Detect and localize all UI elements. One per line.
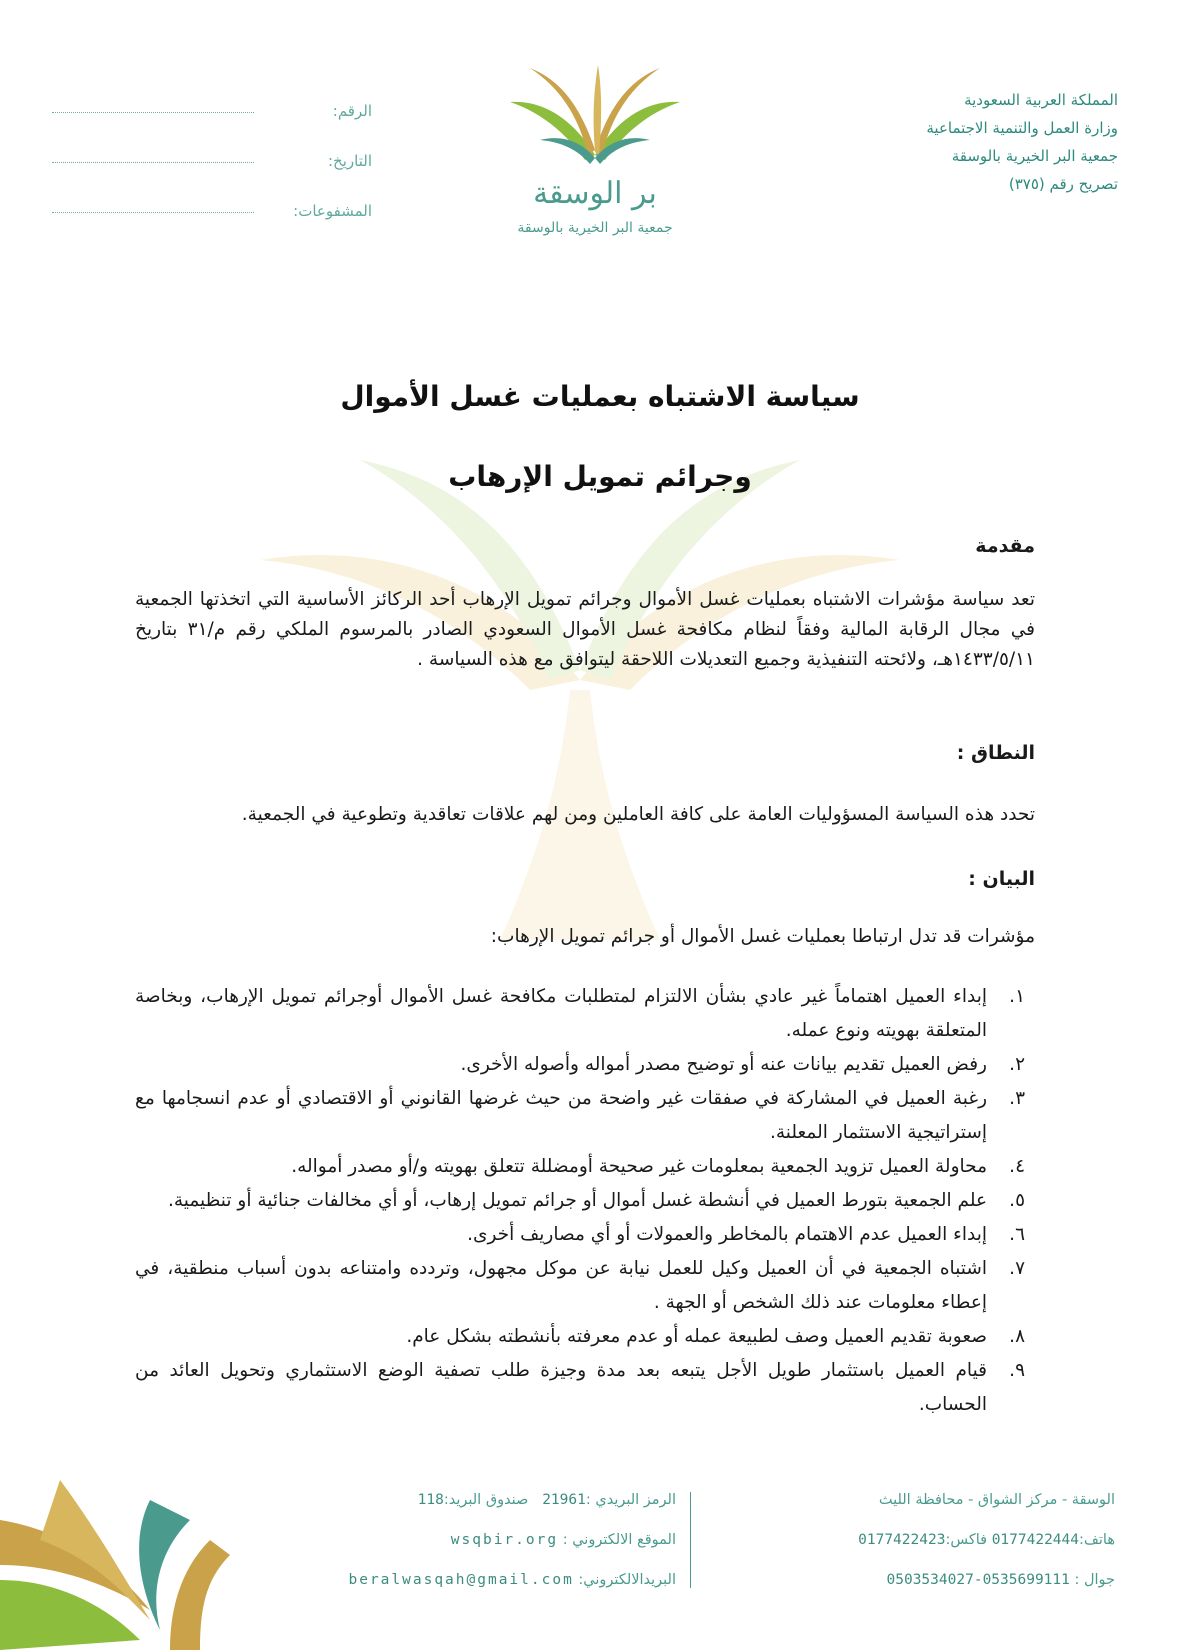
list-item-text: إبداء العميل اهتماماً غير عادي بشأن الالتزام لمتطلبات مكافحة غسل الأموال أوجرائم تمويل الإرهاب، وبخاصة المتعلقة بهويته ونوع عمله. bbox=[135, 986, 987, 1041]
list-item bbox=[135, 1218, 1025, 1252]
attachments-label: المشفوعات: bbox=[293, 202, 372, 220]
list-item-number: ٦. bbox=[1009, 1224, 1025, 1245]
document-title-line-2: وجرائم تمويل الإرهاب bbox=[448, 460, 752, 493]
footer-address: الوسقة - مركز الشواق - محافظة الليث bbox=[878, 1492, 1115, 1508]
charity-line: جمعية البر الخيرية بالوسقة bbox=[951, 147, 1118, 165]
attachments-field bbox=[52, 186, 372, 236]
footer-phone-fax bbox=[705, 1532, 1115, 1548]
list-item-number: ٨. bbox=[1009, 1326, 1025, 1347]
list-item-number: ٩. bbox=[1009, 1360, 1025, 1381]
organization-header bbox=[798, 86, 1118, 198]
postal-label: الرمز البريدي : bbox=[585, 1492, 676, 1508]
list-item bbox=[135, 1082, 1025, 1150]
list-item bbox=[135, 1354, 1025, 1422]
list-item bbox=[135, 1150, 1025, 1184]
reference-fields bbox=[52, 86, 372, 236]
charity-logo bbox=[470, 60, 720, 250]
footer-address-column bbox=[705, 1492, 1115, 1588]
palm-leaves-icon bbox=[470, 60, 720, 180]
phone-value: 0177422444 bbox=[991, 1532, 1079, 1548]
footer-divider bbox=[690, 1492, 691, 1588]
pobox-value: 118 bbox=[417, 1492, 444, 1508]
list-item-text: اشتباه الجمعية في أن العميل وكيل للعمل نيابة عن موكل مجهول، وتردده وامتناعه بدون أسباب منطقية، في إعطاء معلومات عند ذلك الشخص أو الجهة . bbox=[135, 1258, 987, 1313]
list-item-number: ٢. bbox=[1009, 1054, 1025, 1075]
logo-subtitle: جمعية البر الخيرية بالوسقة bbox=[517, 220, 673, 236]
date-dotted-line bbox=[52, 162, 254, 163]
list-item-number: ٣. bbox=[1009, 1088, 1025, 1109]
list-item bbox=[135, 1048, 1025, 1082]
list-item-text: رغبة العميل في المشاركة في صفقات غير واضحة من حيث غرضها القانوني أو الاقتصادي أو عدم انسجامها مع إستراتيجية الاستثمار المعلنة. bbox=[135, 1088, 987, 1143]
contact-footer bbox=[255, 1492, 1115, 1602]
indicators-list bbox=[135, 980, 1025, 1422]
number-field bbox=[52, 86, 372, 136]
list-item bbox=[135, 980, 1025, 1048]
fax-value: 0177422423 bbox=[858, 1532, 946, 1548]
list-item-text: إبداء العميل عدم الاهتمام بالمخاطر والعمولات أو أي مصاريف أخرى. bbox=[467, 1224, 987, 1245]
postal-value: 21961 bbox=[542, 1492, 586, 1508]
pobox-label: صندوق البريد: bbox=[443, 1492, 529, 1508]
watermark-logo bbox=[200, 420, 960, 980]
footer-online-column bbox=[276, 1492, 676, 1588]
date-label: التاريخ: bbox=[328, 152, 372, 170]
document-title-line-1: سياسة الاشتباه بعمليات غسل الأموال bbox=[340, 380, 860, 413]
list-item-number: ٧. bbox=[1009, 1258, 1025, 1279]
list-item-number: ٤. bbox=[1009, 1156, 1025, 1177]
footer-email bbox=[276, 1572, 676, 1588]
logo-wordmark: بر الوسقة bbox=[533, 176, 657, 211]
license-number: تصريح رقم (٣٧٥) bbox=[1008, 175, 1118, 193]
ministry-line: وزارة العمل والتنمية الاجتماعية bbox=[926, 119, 1118, 137]
list-item-number: ١. bbox=[1009, 986, 1025, 1007]
statement-heading: البيان : bbox=[968, 868, 1035, 890]
list-item-text: قيام العميل باستثمار طويل الأجل يتبعه بعد مدة وجيزة طلب تصفية الوضع الاستثماري وتحويل العائد من الحساب. bbox=[135, 1360, 987, 1415]
number-label: الرقم: bbox=[332, 102, 372, 120]
scope-heading: النطاق : bbox=[956, 742, 1035, 764]
intro-heading: مقدمة bbox=[975, 535, 1035, 557]
list-item-text: صعوبة تقديم العميل وصف لطبيعة عمله أو عدم معرفته بأنشطته بشكل عام. bbox=[406, 1326, 987, 1347]
phone-label: هاتف: bbox=[1079, 1532, 1115, 1548]
date-field bbox=[52, 136, 372, 186]
number-dotted-line bbox=[52, 112, 254, 113]
mobile-value: 0535699111-0503534027 bbox=[886, 1572, 1070, 1588]
footer-website bbox=[276, 1532, 676, 1548]
list-item bbox=[135, 1184, 1025, 1218]
statement-lead: مؤشرات قد تدل ارتباطا بعمليات غسل الأموال أو جرائم تمويل الإرهاب: bbox=[490, 926, 1035, 947]
list-item bbox=[135, 1252, 1025, 1320]
website-link[interactable]: wsqbir.org bbox=[450, 1532, 559, 1548]
email-label: البريدالالكتروني: bbox=[578, 1572, 676, 1588]
list-item-number: ٥. bbox=[1009, 1190, 1025, 1211]
email-link[interactable]: beralwasqah@gmail.com bbox=[348, 1572, 574, 1588]
list-item-text: رفض العميل تقديم بيانات عنه أو توضيح مصدر أمواله وأصوله الأخرى. bbox=[460, 1054, 987, 1075]
scope-paragraph: تحدد هذه السياسة المسؤوليات العامة على كافة العاملين ومن لهم علاقات تعاقدية وتطوعية في الجمعية. bbox=[241, 804, 1035, 825]
list-item bbox=[135, 1320, 1025, 1354]
fax-label: فاكس: bbox=[945, 1532, 988, 1548]
list-item-text: محاولة العميل تزويد الجمعية بمعلومات غير صحيحة أومضللة تتعلق بهويته و/أو مصدر أمواله. bbox=[291, 1156, 987, 1177]
footer-mobile bbox=[705, 1572, 1115, 1588]
footer-postal bbox=[276, 1492, 676, 1508]
website-label: الموقع الالكتروني : bbox=[562, 1532, 676, 1548]
intro-paragraph: تعد سياسة مؤشرات الاشتباه بعمليات غسل الأموال وجرائم تمويل الإرهاب أحد الركائز الأساسية التي اتخذتها الجمعية في مجال الرقابة المالية وفقاً لنظام مكافحة غسل الأموال السعودي الصادر بالمرسوم الملكي رقم م/٣١ بتاريخ ١٤٣٣/٥/١١هـ، ولائحته التنفيذية وجميع التعديلات اللاحقة ليتوافق مع هذه السياسة . bbox=[135, 589, 1035, 670]
attachments-dotted-line bbox=[52, 212, 254, 213]
country-line: المملكة العربية السعودية bbox=[964, 91, 1118, 109]
mobile-label: جوال : bbox=[1074, 1572, 1115, 1588]
list-item-text: علم الجمعية بتورط العميل في أنشطة غسل أموال أو جرائم تمويل إرهاب، أو أي مخالفات جنائية أو تنظيمية. bbox=[167, 1190, 987, 1211]
